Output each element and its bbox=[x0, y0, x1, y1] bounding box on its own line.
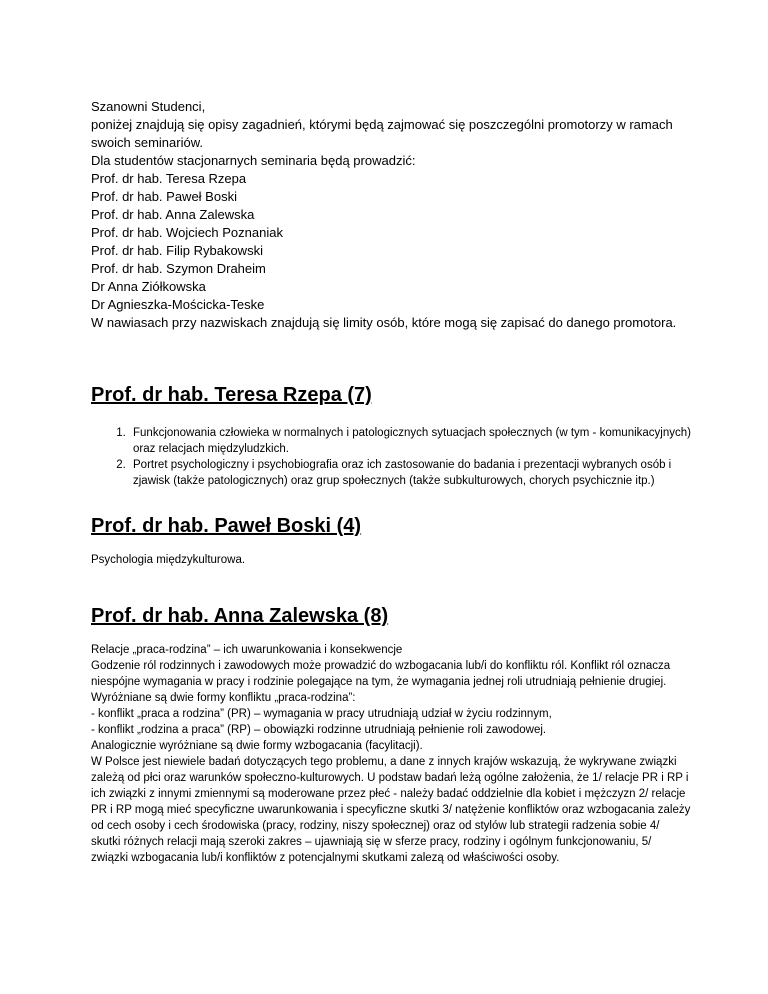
intro-seminar-leaders: Dla studentów stacjonarnych seminaria będą prowadzić: bbox=[91, 153, 416, 168]
promotor-list-item: Prof. dr hab. Teresa Rzepa bbox=[91, 171, 247, 186]
section-heading-boski: Prof. dr hab. Paweł Boski (4) bbox=[91, 515, 362, 537]
zalewska-conflict-rp: - konflikt „rodzina a praca” (RP) – obowiązki rodzinne utrudniają pełnienie roli zawodowej. bbox=[91, 724, 547, 736]
topic-list-item: 2. Portret psychologiczny i psychobiografia oraz ich zastosowanie do badania i prezentacji wybranych osób i zjawisk (także patologicznych) oraz grup społecznych (także subkulturowych, chorych psychicznie itp.) bbox=[129, 457, 691, 489]
topic-list-item: 1. Funkcjonowania człowieka w normalnych i patologicznych sytuacjach społecznych (w tym - komunikacyjnych) oraz relacjach międzyludzkich. bbox=[129, 425, 691, 457]
zalewska-facilitation: Analogicznie wyróżniane są dwie formy wzbogacania (facylitacji). bbox=[91, 740, 423, 752]
section-heading-rzepa: Prof. dr hab. Teresa Rzepa (7) bbox=[91, 384, 372, 406]
intro-limits-note: W nawiasach przy nazwiskach znajdują się limity osób, które mogą się zapisać do danego promotora. bbox=[91, 315, 677, 330]
intro-paragraph: poniżej znajdują się opisy zagadnień, którymi będą zajmować się poszczególni promotorzy w ramach swoich seminariów. bbox=[91, 117, 673, 150]
zalewska-conflict-pr: - konflikt „praca a rodzina” (PR) – wymagania w pracy utrudniają udział w życiu rodzinnym, bbox=[91, 708, 552, 720]
promotor-list-item: Prof. dr hab. Szymon Draheim bbox=[91, 261, 266, 276]
zalewska-description bbox=[91, 642, 691, 866]
promotor-list-item: Prof. dr hab. Wojciech Poznaniak bbox=[91, 225, 283, 240]
section-heading-zalewska: Prof. dr hab. Anna Zalewska (8) bbox=[91, 605, 389, 627]
promotor-list-item: Prof. dr hab. Paweł Boski bbox=[91, 189, 237, 204]
zalewska-paragraph: Godzenie ról rodzinnych i zawodowych może prowadzić do wzbogacania lub/i do konfliktu ról. Konflikt ról oznacza niespójne wymagania w pracy i rodzinie polegające na tym, że wymagania jednej roli utrudniają pełnienie drugiej. Wyróżniane są dwie formy konfliktu „praca-rodzina”: bbox=[91, 660, 671, 704]
document-page bbox=[91, 98, 691, 866]
boski-description bbox=[91, 552, 691, 568]
intro-block bbox=[91, 98, 691, 332]
boski-topic-text: Psychologia międzykulturowa. bbox=[91, 554, 246, 566]
intro-greeting: Szanowni Studenci, bbox=[91, 99, 206, 114]
promotor-list-item: Prof. dr hab. Anna Zalewska bbox=[91, 207, 255, 222]
promotor-list-item: Dr Anna Ziółkowska bbox=[91, 279, 206, 294]
promotor-list-item: Prof. dr hab. Filip Rybakowski bbox=[91, 243, 263, 258]
zalewska-research-paragraph: W Polsce jest niewiele badań dotyczących tego problemu, a dane z innych krajów wskazują, że wykrywane związki zależą od płci oraz warunków społeczno-kulturowych. U podstaw badań leżą ogólne założenia, że 1/ relacje PR i RP i ich związki z innymi zmiennymi są moderowane przez płeć - należy badać oddzielnie dla kobiet i mężczyzn 2/ relacje PR i RP mogą mieć specyficzne uwarunkowania i specyficzne skutki 3/ natężenie konfliktów oraz wzbogacania zależy od cech osoby i cech środowiska (pracy, rodziny, niszy społecznej) oraz od stylów lub strategii radzenia sobie 4/ skutki różnych relacji mają szeroki zakres – ujawniają się w sferze pracy, rodziny i ogólnym funkcjonowaniu, 5/ związki wzbogacania lub/i konfliktów z potencjalnymi skutkami zalezą od właściwości osoby. bbox=[91, 756, 691, 864]
promotor-list-item: Dr Agnieszka-Mościcka-Teske bbox=[91, 297, 265, 312]
zalewska-topic-title: Relacje „praca-rodzina” – ich uwarunkowania i konsekwencje bbox=[91, 644, 403, 656]
rzepa-topic-list bbox=[91, 425, 691, 489]
